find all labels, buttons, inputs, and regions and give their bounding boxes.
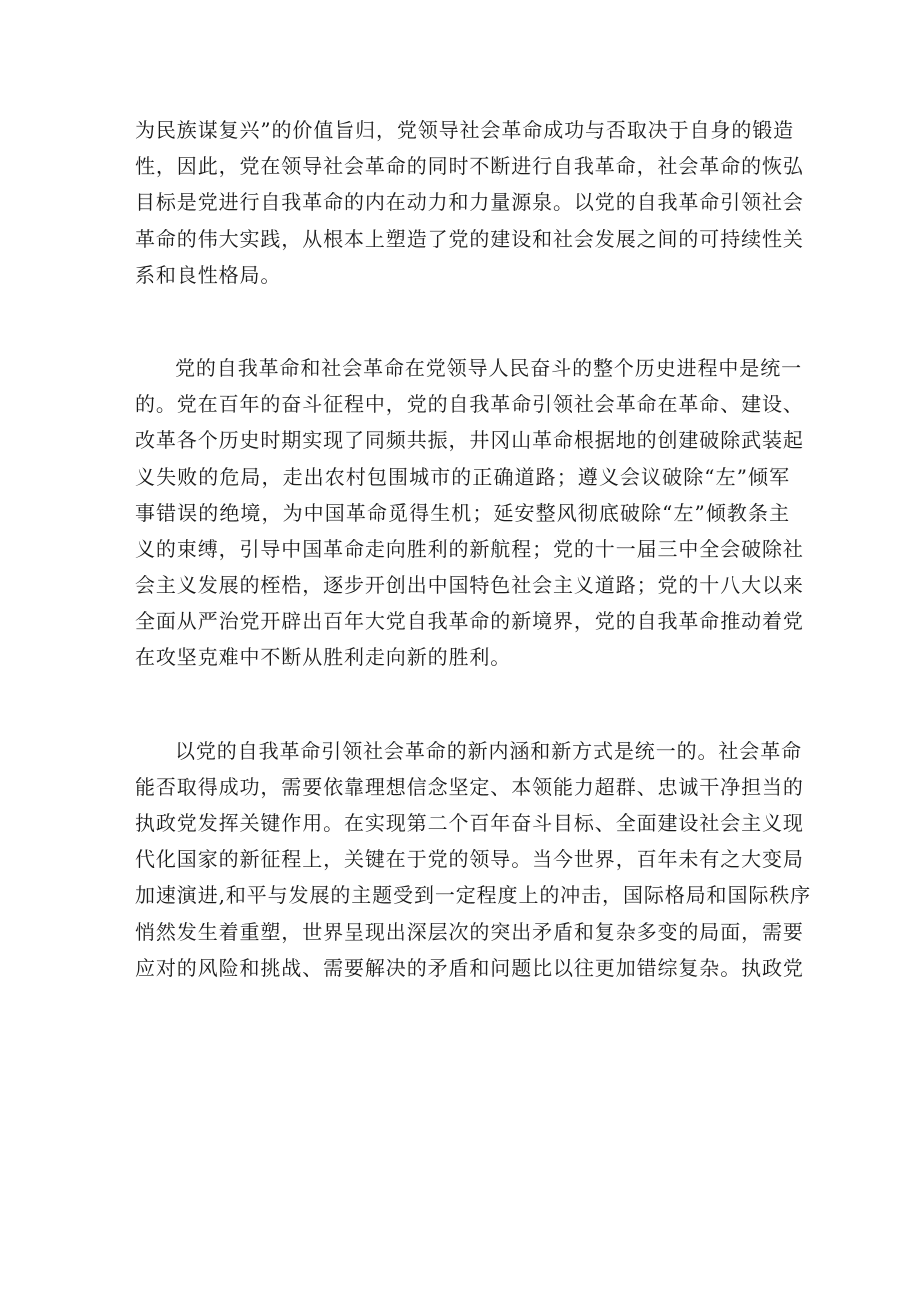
- text-line: 义的束缚，引导中国革命走向胜利的新航程；党的十一届三中全会破除社: [135, 536, 804, 561]
- text-line: 悄然发生着重塑，世界呈现出深层次的突出矛盾和复杂多变的局面，需要: [135, 919, 804, 944]
- text-line: 的。党在百年的奋斗征程中，党的自我革命引领社会革命在革命、建设、: [135, 392, 804, 417]
- text-line: 革命的伟大实践，从根本上塑造了党的建设和社会发展之间的可持续性关: [135, 226, 804, 251]
- text-line: 义失败的危局，走出农村包围城市的正确道路；遵义会议破除“左”倾军: [135, 464, 790, 489]
- text-line: 全面从严治党开辟出百年大党自我革命的新境界，党的自我革命推动着党: [135, 609, 804, 634]
- text-line: 以党的自我革命引领社会革命的新内涵和新方式是统一的。社会革命: [175, 738, 802, 763]
- text-line: 系和良性格局。: [135, 262, 282, 287]
- text-line: 能否取得成功，需要依靠理想信念坚定、本领能力超群、忠诚干净担当的: [135, 774, 804, 799]
- text-line: 在攻坚克难中不断从胜利走向新的胜利。: [135, 645, 512, 670]
- text-line: 改革各个历史时期实现了同频共振，井冈山革命根据地的创建破除武装起: [135, 428, 804, 453]
- paragraph-gap: [135, 676, 790, 733]
- paragraph-2: [135, 350, 804, 676]
- text-line: 会主义发展的桎梏，逐步开创出中国特色社会主义道路；党的十八大以来: [135, 573, 804, 598]
- text-line: 党的自我革命和社会革命在党领导人民奋斗的整个历史进程中是统一: [175, 355, 802, 380]
- paragraph-3: [135, 733, 812, 986]
- text-line: 目标是党进行自我革命的内在动力和力量源泉。以党的自我革命引领社会: [135, 190, 804, 215]
- text-line: 应对的风险和挑战、需要解决的矛盾和问题比以往更加错综复杂。执政党: [135, 955, 804, 980]
- paragraph-1: [135, 112, 804, 293]
- text-line: 加速演进,和平与发展的主题受到一定程度上的冲击，国际格局和国际秩序: [135, 883, 812, 908]
- paragraph-gap: [135, 293, 790, 350]
- text-line: 事错误的绝境，为中国革命觅得生机；延安整风彻底破除“左”倾教条主: [135, 500, 790, 525]
- document-body: [135, 112, 812, 986]
- text-line: 为民族谋复兴”的价值旨归，党领导社会革命成功与否取决于自身的锻造: [135, 118, 795, 142]
- text-line: 执政党发挥关键作用。在实现第二个百年奋斗目标、全面建设社会主义现: [135, 811, 804, 835]
- text-line: 性，因此，党在领导社会革命的同时不断进行自我革命，社会革命的恢弘: [135, 154, 804, 179]
- text-line: 代化国家的新征程上，关键在于党的领导。当今世界，百年未有之大变局: [135, 847, 804, 872]
